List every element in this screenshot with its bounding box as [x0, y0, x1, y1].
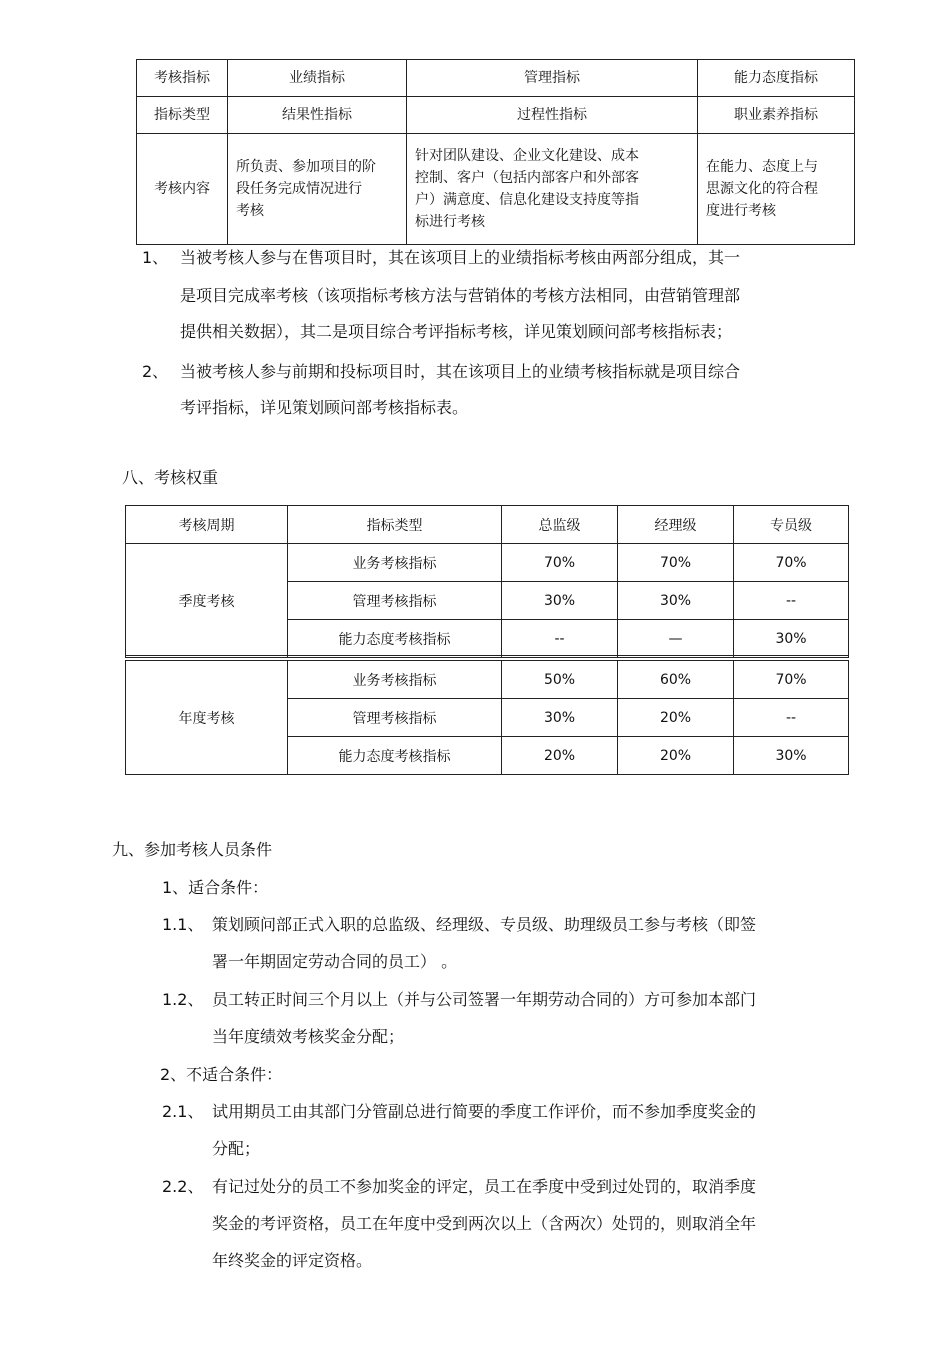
section-heading: 九、参加考核人员条件	[112, 840, 273, 859]
column-header: 考核周期	[126, 506, 288, 544]
table-cell: 30%	[618, 582, 734, 620]
table-cell: 能力态度考核指标	[288, 620, 502, 658]
table-cell: 60%	[618, 661, 734, 699]
table-cell: 针对团队建设、企业文化建设、成本 控制、客户（包括内部客户和外部客 户）满意度、信息化建设支持度等指 标进行考核	[407, 134, 698, 245]
note-line: 当被考核人参与前期和投标项目时，其在该项目上的业绩考核指标就是项目综合	[180, 362, 741, 381]
note-number: 1、	[142, 248, 169, 267]
subheading: 1、适合条件：	[162, 878, 269, 897]
column-header: 专员级	[734, 506, 849, 544]
table-cell: 业务考核指标	[288, 661, 502, 699]
table-cell: 30%	[734, 737, 849, 775]
row-label: 指标类型	[137, 97, 228, 134]
period-cell: 季度考核	[126, 544, 288, 658]
note-number: 2、	[142, 362, 169, 381]
table-row	[137, 134, 855, 245]
table-cell: 职业素养指标	[698, 97, 855, 134]
table-row	[126, 661, 849, 699]
item-line: 策划顾问部正式入职的总监级、经理级、专员级、助理级员工参与考核（即签	[212, 915, 757, 934]
item-number: 2.2、	[162, 1177, 204, 1196]
item-line: 有记过处分的员工不参加奖金的评定，员工在季度中受到过处罚的，取消季度	[212, 1177, 757, 1196]
subheading: 2、不适合条件：	[160, 1065, 283, 1084]
table-cell: 业务考核指标	[288, 544, 502, 582]
table-cell: 管理考核指标	[288, 699, 502, 737]
double-divider	[125, 655, 848, 658]
column-header: 经理级	[618, 506, 734, 544]
table-cell: 业绩指标	[228, 60, 407, 97]
table-cell: 20%	[502, 737, 618, 775]
table-cell: 结果性指标	[228, 97, 407, 134]
item-line: 试用期员工由其部门分管副总进行简要的季度工作评价，而不参加季度奖金的	[212, 1102, 757, 1121]
table-cell: 70%	[618, 544, 734, 582]
item-line: 奖金的考评资格，员工在年度中受到两次以上（含两次）处罚的，则取消全年	[212, 1214, 757, 1233]
table-cell: 70%	[502, 544, 618, 582]
note-line: 当被考核人参与在售项目时，其在该项目上的业绩指标考核由两部分组成，其一	[180, 248, 741, 267]
table-cell: —	[618, 620, 734, 658]
item-line: 年终奖金的评定资格。	[212, 1251, 373, 1270]
table-cell: 能力态度指标	[698, 60, 855, 97]
column-header: 总监级	[502, 506, 618, 544]
table-cell: 50%	[502, 661, 618, 699]
item-line: 当年度绩效考核奖金分配；	[212, 1027, 405, 1046]
table-row	[137, 97, 855, 134]
table-cell: 管理指标	[407, 60, 698, 97]
table-cell: 能力态度考核指标	[288, 737, 502, 775]
note-line: 是项目完成率考核（该项指标考核方法与营销体的考核方法相同，由营销管理部	[180, 286, 741, 305]
table-row	[137, 60, 855, 97]
table-cell: 所负责、参加项目的阶 段任务完成情况进行 考核	[228, 134, 407, 245]
item-line: 署一年期固定劳动合同的员工） 。	[212, 952, 458, 971]
weight-table-quarterly	[125, 505, 849, 658]
item-line: 员工转正时间三个月以上（并与公司签署一年期劳动合同的）方可参加本部门	[212, 990, 757, 1009]
table-cell: 20%	[618, 737, 734, 775]
table-cell: 30%	[734, 620, 849, 658]
table-row	[126, 544, 849, 582]
table-cell: 70%	[734, 544, 849, 582]
item-number: 1.1、	[162, 915, 204, 934]
table-cell: --	[734, 699, 849, 737]
row-label: 考核指标	[137, 60, 228, 97]
item-number: 2.1、	[162, 1102, 204, 1121]
table-header-row	[126, 506, 849, 544]
item-number: 1.2、	[162, 990, 204, 1009]
table-cell: --	[502, 620, 618, 658]
note-line: 提供相关数据），其二是项目综合考评指标考核，详见策划顾问部考核指标表；	[180, 322, 733, 341]
column-header: 指标类型	[288, 506, 502, 544]
weight-table-annual	[125, 660, 849, 775]
table-cell: 30%	[502, 582, 618, 620]
indicator-table	[136, 59, 855, 245]
table-cell: --	[734, 582, 849, 620]
row-label: 考核内容	[137, 134, 228, 245]
item-line: 分配；	[212, 1139, 261, 1158]
table-cell: 管理考核指标	[288, 582, 502, 620]
section-heading: 八、考核权重	[122, 468, 219, 487]
table-cell: 20%	[618, 699, 734, 737]
note-line: 考评指标，详见策划顾问部考核指标表。	[180, 398, 469, 417]
table-cell: 30%	[502, 699, 618, 737]
table-cell: 在能力、态度上与 思源文化的符合程 度进行考核	[698, 134, 855, 245]
period-cell: 年度考核	[126, 661, 288, 775]
table-cell: 70%	[734, 661, 849, 699]
table-cell: 过程性指标	[407, 97, 698, 134]
